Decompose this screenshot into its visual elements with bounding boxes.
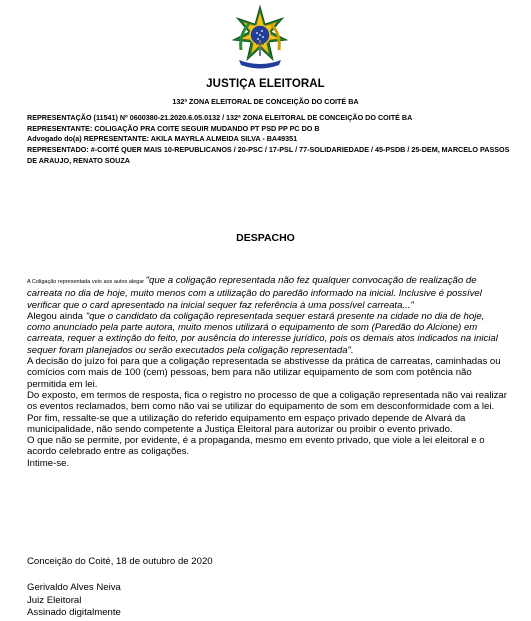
paragraph-4: Do exposto, em termos de resposta, fica o registro no processo de que a coligação representada não vai realizar os eventos reclamados, bem como não vai se utilizar do equipamento de som em desconformidade com a lei.	[27, 389, 507, 413]
paragraph-3: A decisão do juízo foi para que a coligação representada se abstivesse da prática de carreatas, caminhadas ou comícios com mais de 100 (cem) pessoas, bem para não utilizar equipamento de som com potência não permitida em lei.	[27, 356, 501, 390]
case-metadata	[27, 113, 513, 167]
document-body	[27, 275, 509, 469]
paragraph-2	[27, 311, 509, 356]
plaintiff: REPRESENTANTE: COLIGAÇÃO PRA COITE SEGUIR MUDANDO PT PSD PP PC DO B	[27, 123, 320, 133]
signer-name: Gerivaldo Alves Neiva	[27, 582, 121, 593]
place-date: Conceição do Coité, 18 de outubro de 2020	[27, 556, 213, 567]
plaintiff-lawyer: Advogado do(a) REPRESENTANTE: AKILA MAYRLA ALMEIDA SILVA - BA49351	[27, 134, 298, 144]
defendant: REPRESENTADO: #-COITÉ QUER MAIS 10-REPUBLICANOS / 20-PSC / 17-PSL / 77-SOLIDARIEDADE / 45-PSDB / 25-DEM, MARCELO PASSOS DE ARAUJO, RENATO SOUZA	[27, 145, 510, 165]
paragraph-2-lead: Alegou ainda	[27, 310, 86, 322]
brazil-coat-of-arms-icon	[229, 4, 291, 70]
signature-block	[27, 582, 121, 620]
signer-role: Juiz Eleitoral	[27, 594, 82, 606]
case-number: REPRESENTAÇÃO (11541) Nº 0600380-21.2020.6.05.0132 / 132ª ZONA ELEITORAL DE CONCEIÇÃO DO COITÉ BA	[27, 113, 413, 122]
paragraph-7: Intime-se.	[27, 457, 70, 469]
electoral-zone: 132ª ZONA ELEITORAL DE CONCEIÇÃO DO COITÉ BA	[172, 97, 359, 106]
org-title: JUSTIÇA ELEITORAL	[206, 78, 325, 90]
document-title: DESPACHO	[236, 232, 295, 244]
paragraph-1-lead: A Coligação representada veio aos autos alegar	[27, 279, 146, 285]
paragraph-1-quote: "que a coligação representada não fez qualquer convocação de realização de carreata no dia de hoje, muito menos com a utilização do paredão informado na inicial. Inclusive é possível verificar que o card apresentado na inicial sequer faz referência à uma possível carreata..."	[27, 275, 482, 311]
paragraph-6: O que não se permite, por evidente, é a propaganda, mesmo em evento privado, que viole a lei eleitoral e o acordo celebrado entre as coligações.	[27, 435, 485, 458]
signature-note: Assinado digitalmente	[27, 607, 121, 619]
paragraph-1	[27, 275, 509, 311]
paragraph-2-quote: "que o candidato da coligação representada sequer estará presente na cidade no dia de hoje, como anunciado pela parte autora, muito menos utilizará o equipamento de som (Paredão do Alcione) em carreata, requer a extinção do feito, por ausência do interesse jurídico, pois os demais atos indicados na inicial sequer foram planejados ou serão executados pela coligação representada".	[27, 310, 498, 356]
paragraph-5: Por fim, ressalte-se que a utilização do referido equipamento em espaço privado depende de Alvará da municipalidade, não sendo competente a Justiça Eleitoral para autorizar ou proibir o evento privado.	[27, 412, 466, 435]
